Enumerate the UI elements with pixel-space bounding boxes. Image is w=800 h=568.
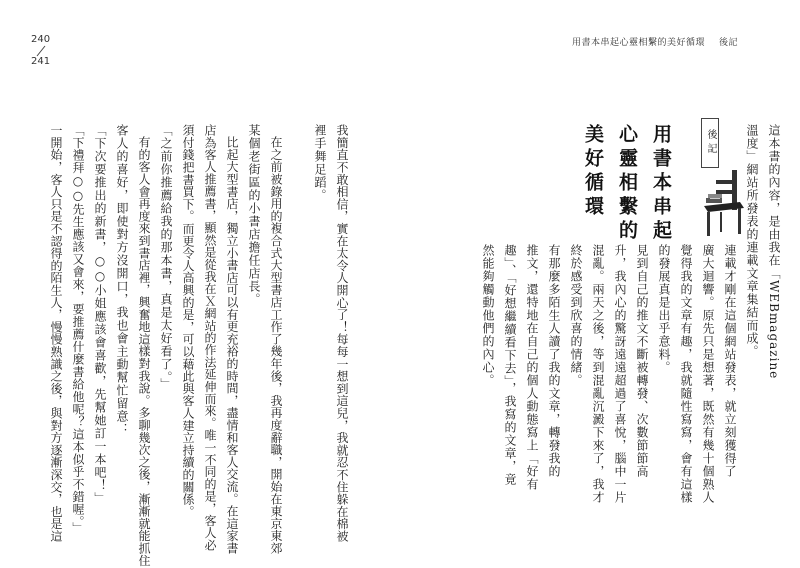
chapter-title-line-2: 心靈相繫的 [616,124,638,244]
right-page-line-4: 廣大迴響。原先只是想著，既然有幾十個熟人 [701,244,715,504]
left-page-line-4: 在之前被錄用的複合式大型書店工作了幾年後，我再度辭職，開始在東京東郊 [269,136,283,555]
left-page-line-13: 「下禮拜○○先生應該又會來，要推薦什麼書給他呢？這本似乎不錯喔。」 [71,124,85,535]
right-page-line-3: 連載才剛在這個網站發表，就立刻獲得了 [723,244,737,478]
left-page-line-12: 「下次要推出的新書，○○小姐應該會喜歡，先幫她訂一本吧！」 [93,124,107,505]
left-page-line-9: 「之前你推薦給我的那本書，真是太好看了。」 [159,124,173,391]
right-page-line-10: 終於感受到欣喜的情緒。 [569,244,583,387]
running-head-section: 後記 [718,38,738,48]
right-page-line-2: 溫度」網站所發表的連載文章集結而成。 [745,124,759,358]
right-page-line-11: 有那麼多陌生人讀了我的文章，轉發我的 [547,244,561,478]
chair-with-books-illustration [700,168,750,238]
running-head-title: 用書本串起心靈相繫的美好循環 [571,38,705,48]
left-page-line-14: 一開始，客人只是不認得的陌生人，慢慢熟識之後，與對方逐漸深交，也是這 [49,124,63,543]
right-page-line-9: 混亂。兩天之後，等到混亂沉澱下來了，我才 [591,244,605,504]
left-page-line-6: 比起大型書店，獨立小書店可以有更充裕的時間，盡情和客人交流。在這家書 [225,136,239,555]
left-page-line-8: 須付錢把書買下。而更令人高興的是，可以藉此與客人建立持續的關係。 [181,124,195,518]
left-page-line-11: 客人的喜好，即使對方沒開口，我也會主動幫忙留意： [115,124,129,436]
chapter-label: 後記 [701,118,719,168]
right-page-line-12: 推文，還特地在自己的個人動態寫上「好有 [525,244,539,491]
left-page-line-1: 我簡直不敢相信，實在太令人開心了！每每一想到這兒，我就忍不住躲在棉被 [335,124,349,543]
right-page-line-1: 這本書的內容，是由我在「WEBmagazine [767,124,781,380]
right-page-line-6: 的發展真是出乎意料。 [657,244,671,374]
chapter-title-line-1: 用書本串起 [650,124,672,244]
right-page-line-7: 見到自己的推文不斷被轉發、次數節節高 [635,244,649,478]
right-page-line-8: 升，我內心的驚訝遠遠超過了喜悅，腦中一片 [613,244,627,504]
right-page-line-13: 趣」、「好想繼續看下去」，我寫的文章，竟 [503,244,517,486]
left-page-number: 240 [31,34,51,45]
right-page-number: 241 [31,56,51,67]
right-page-line-14: 然能夠觸動他們的內心。 [481,244,495,387]
left-page-line-10: 有的客人會再度來到書店裡，興奮地這樣對我說。多聊幾次之後，漸漸就能抓住 [137,136,151,567]
left-page-line-2: 裡手舞足蹈。 [313,124,327,202]
right-page-line-5: 覺得我的文章有趣，我就隨性寫寫，會有這樣 [679,244,693,504]
running-head [558,35,738,48]
left-page-line-7: 店為客人推薦書，顯然是從我在Ｘ網站的作法延伸而來。唯一不同的是，客人必 [203,124,217,551]
chapter-title-line-3: 美好循環 [582,124,604,220]
left-page-line-5: 某個老街區的小書店擔任店長。 [247,124,261,306]
